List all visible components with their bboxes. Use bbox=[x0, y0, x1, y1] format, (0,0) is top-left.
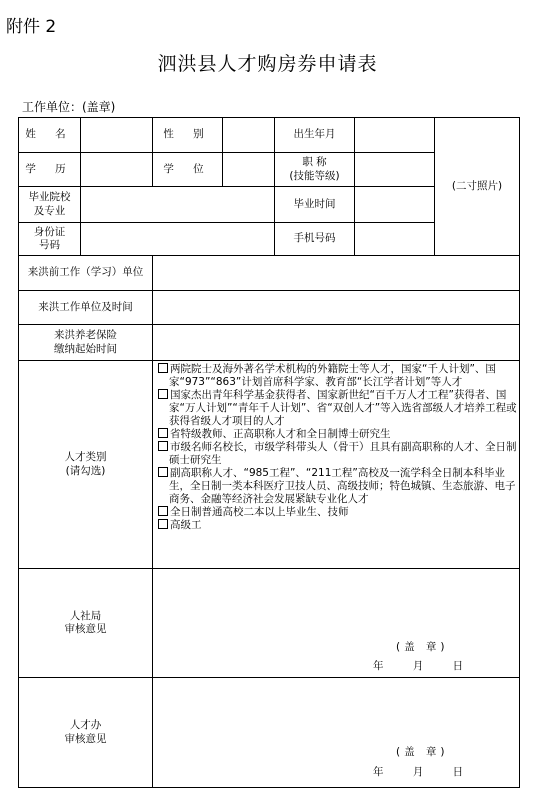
label-prev-work: 来洪前工作（学习）单位 bbox=[19, 256, 153, 291]
label-talent-line2: 审核意见 bbox=[64, 732, 107, 745]
hr-review-area[interactable] bbox=[153, 569, 520, 678]
label-id bbox=[19, 223, 81, 256]
input-grad-time[interactable] bbox=[355, 187, 435, 223]
row-hr-review bbox=[19, 569, 520, 678]
category-text: 市级名师名校长，市级学科带头人（骨干）且具有副高职称的人才、全日制硕士研究生 bbox=[169, 441, 517, 466]
work-unit-label: 工作单位：(盖章) bbox=[22, 100, 116, 114]
seal-label: (盖 章) bbox=[396, 641, 449, 653]
attachment-label: 附件 2 bbox=[6, 17, 57, 37]
checkbox-icon[interactable] bbox=[158, 428, 168, 438]
label-pension bbox=[19, 325, 153, 361]
label-hr-line2: 审核意见 bbox=[64, 623, 107, 635]
label-education: 学 历 bbox=[19, 153, 81, 187]
checkbox-icon[interactable] bbox=[158, 506, 168, 516]
label-talent-review bbox=[19, 678, 153, 788]
input-degree[interactable] bbox=[223, 153, 275, 187]
row-arrive-work bbox=[19, 291, 520, 325]
application-form-table bbox=[18, 117, 520, 788]
input-arrive-work[interactable] bbox=[153, 291, 520, 325]
input-prev-work[interactable] bbox=[153, 256, 520, 291]
input-title[interactable] bbox=[355, 153, 435, 187]
label-category bbox=[19, 361, 153, 569]
category-options bbox=[153, 361, 520, 569]
category-option[interactable] bbox=[158, 363, 517, 389]
label-id-line1: 身份证 bbox=[33, 225, 66, 238]
label-talent-line1: 人才办 bbox=[69, 719, 102, 732]
label-pension-line2: 缴纳起始时间 bbox=[54, 342, 117, 355]
row-basic-1 bbox=[19, 118, 520, 153]
photo-box bbox=[435, 118, 520, 256]
category-text: 全日制普通高校二本以上毕业生、技师 bbox=[170, 506, 349, 518]
category-option[interactable] bbox=[158, 389, 517, 428]
category-text: 两院院士及海外著名学术机构的外籍院士等人才，国家“千人计划”、国家“973”“863”计划首席科学家、教育部“长江学者计划”等人才 bbox=[169, 363, 496, 388]
input-name[interactable] bbox=[81, 118, 153, 153]
checkbox-icon[interactable] bbox=[158, 363, 168, 373]
photo-label: (二寸照片) bbox=[451, 179, 503, 192]
label-title bbox=[275, 153, 355, 187]
label-title-line1: 职 称 bbox=[302, 156, 327, 169]
input-id[interactable] bbox=[81, 223, 275, 256]
label-name: 姓 名 bbox=[19, 118, 81, 153]
seal-label: (盖 章) bbox=[396, 746, 449, 758]
label-school bbox=[19, 187, 81, 223]
label-pension-line1: 来洪养老保险 bbox=[54, 329, 117, 342]
checkbox-icon[interactable] bbox=[158, 519, 168, 529]
row-talent-review bbox=[19, 678, 520, 788]
input-phone[interactable] bbox=[355, 223, 435, 256]
input-birth[interactable] bbox=[355, 118, 435, 153]
label-category-line1: 人才类别 bbox=[64, 451, 107, 464]
label-title-line2: (技能等级) bbox=[289, 169, 340, 182]
category-option[interactable] bbox=[158, 519, 517, 532]
category-option[interactable] bbox=[158, 441, 517, 467]
label-phone: 手机号码 bbox=[275, 223, 355, 256]
date-label: 年 月 日 bbox=[373, 766, 464, 778]
category-text: 省特级教师、正高职称人才和全日制博士研究生 bbox=[170, 428, 391, 440]
row-pension bbox=[19, 325, 520, 361]
checkbox-icon[interactable] bbox=[158, 467, 168, 477]
label-id-line2: 号码 bbox=[39, 239, 60, 251]
date-label: 年 月 日 bbox=[373, 660, 464, 672]
talent-review-area[interactable] bbox=[153, 678, 520, 788]
category-text: 副高职称人才、“985工程”、“211工程”高校及一流学科全日制本科毕业生，全日制一类本科医疗卫技人员、高级技师；特色城镇、生态旅游、电子商务、金融等经济社会发展紧缺专业化人才 bbox=[169, 467, 516, 505]
label-birth: 出生年月 bbox=[275, 118, 355, 153]
category-text: 高级工 bbox=[170, 519, 202, 531]
checkbox-icon[interactable] bbox=[158, 389, 168, 399]
label-gender: 性 别 bbox=[153, 118, 223, 153]
input-pension[interactable] bbox=[153, 325, 520, 361]
form-title: 泗洪县人才购房券申请表 bbox=[157, 53, 378, 75]
category-option[interactable] bbox=[158, 428, 517, 441]
category-option[interactable] bbox=[158, 506, 517, 519]
input-gender[interactable] bbox=[223, 118, 275, 153]
label-category-line2: (请勾选) bbox=[65, 464, 106, 477]
label-arrive-work: 来洪工作单位及时间 bbox=[19, 291, 153, 325]
label-school-line2: 及专业 bbox=[33, 204, 66, 217]
label-school-line1: 毕业院校 bbox=[28, 191, 71, 204]
category-option[interactable] bbox=[158, 467, 517, 506]
row-prev-work bbox=[19, 256, 520, 291]
input-education[interactable] bbox=[81, 153, 153, 187]
label-grad-time: 毕业时间 bbox=[275, 187, 355, 223]
label-hr-review bbox=[19, 569, 153, 678]
checkbox-icon[interactable] bbox=[158, 441, 168, 451]
label-degree: 学 位 bbox=[153, 153, 223, 187]
input-school[interactable] bbox=[81, 187, 275, 223]
label-hr-line1: 人社局 bbox=[69, 609, 102, 622]
category-text: 国家杰出青年科学基金获得者、国家新世纪“百千万人才工程”获得者、国家“万人计划”“青年千人计划”、省“双创人才”等入选省部级人才培养工程或获得省级人才项目的人才 bbox=[169, 389, 517, 427]
row-category bbox=[19, 361, 520, 569]
